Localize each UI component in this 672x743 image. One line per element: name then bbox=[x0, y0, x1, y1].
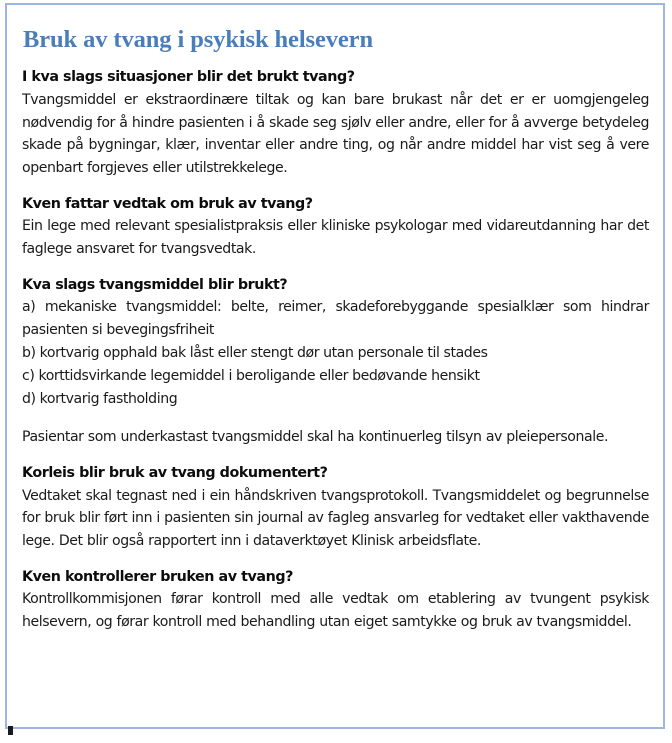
list-item: d) kortvarig fastholding bbox=[22, 390, 178, 407]
page-title: Bruk av tvang i psykisk helsevern bbox=[23, 26, 373, 53]
section-paragraph: Tvangsmiddel er ekstraordinære tiltak og kan bare brukast når det er er uomgjengeleg nødvendig for å hindre pasienten i å skade seg sjølv eller andre, eller for å avverge betydeleg skade på bygningar, klær, inventar eller andre ting, og når andre middel har vist seg å vere openbart forgjeves eller utilstrekkelege. bbox=[22, 91, 649, 177]
section-closing-paragraph: Pasientar som underkastast tvangsmiddel skal ha kontinuerleg tilsyn av pleiepersonale. bbox=[22, 429, 609, 446]
paragraph-anchor-mark bbox=[8, 726, 13, 735]
section-decision-maker bbox=[20, 194, 649, 261]
list-item: b) kortvarig opphald bak låst eller stengt dør utan personale til stades bbox=[22, 344, 488, 361]
section-documentation bbox=[20, 463, 649, 553]
section-heading: Kven kontrollerer bruken av tvang? bbox=[22, 569, 293, 586]
section-paragraph: Vedtaket skal tegnast ned i ein håndskriven tvangsprotokoll. Tvangsmiddelet og begrunnelse for bruk blir ført inn i pasienten sin journal av fagleg ansvarleg for vedtaket eller vakthavende lege. Det blir også rapportert inn i dataverktøyet Klinisk arbeidsflate. bbox=[22, 487, 649, 550]
section-situations bbox=[20, 67, 649, 180]
section-coercive-means bbox=[20, 275, 649, 449]
section-heading: I kva slags situasjoner blir det brukt tvang? bbox=[22, 69, 355, 86]
section-paragraph: Kontrollkommisjonen førar kontroll med alle vedtak om etablering av tvungent psykisk helsevern, og førar kontroll med behandling utan eiget samtykke og bruk av tvangsmiddel. bbox=[22, 591, 649, 631]
section-heading: Kva slags tvangsmiddel blir brukt? bbox=[22, 277, 288, 294]
section-heading: Korleis blir bruk av tvang dokumentert? bbox=[22, 465, 328, 482]
section-heading: Kven fattar vedtak om bruk av tvang? bbox=[22, 196, 313, 213]
section-paragraph: Ein lege med relevant spesialistpraksis eller kliniske psykologar med vidareutdanning har det faglege ansvaret for tvangsvedtak. bbox=[22, 218, 649, 258]
list-item: a) mekaniske tvangsmiddel: belte, reimer, skadeforebyggande spesialklær som hindrar pasienten si bevegingsfriheit bbox=[22, 299, 649, 339]
document-text-box bbox=[5, 3, 665, 729]
list-item: c) korttidsvirkande legemiddel i beroligande eller bedøvande hensikt bbox=[22, 367, 480, 384]
section-oversight bbox=[20, 567, 649, 634]
coercive-means-list bbox=[22, 296, 649, 410]
